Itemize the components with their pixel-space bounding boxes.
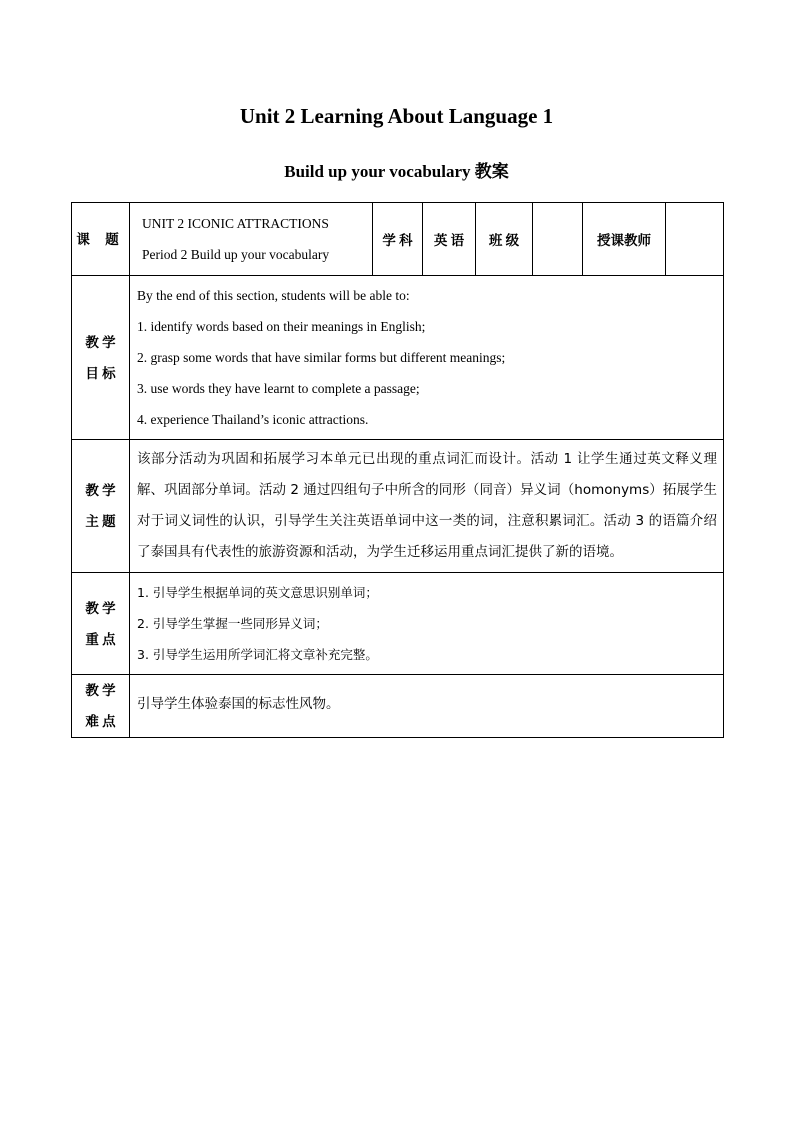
subject-value: 英 语 xyxy=(423,203,476,276)
theme-label: 教 学 主 题 xyxy=(72,440,130,573)
theme-row xyxy=(72,440,724,573)
topic-label-text: 课 题 xyxy=(76,231,125,247)
class-value[interactable] xyxy=(533,203,583,276)
difficulties-row xyxy=(72,675,724,738)
lesson-plan-table xyxy=(71,202,724,738)
topic-line-2: Period 2 Build up your vocabulary xyxy=(142,247,330,262)
objectives-label: 教 学 目 标 xyxy=(72,276,130,440)
document-subtitle: Build up your vocabulary 教案 xyxy=(284,162,509,181)
class-label: 班 级 xyxy=(476,203,533,276)
objectives-content xyxy=(130,276,724,440)
difficulties-label: 教 学 难 点 xyxy=(72,675,130,738)
objective-item: 2. grasp some words that have similar forms but different meanings; xyxy=(137,350,506,365)
teacher-value[interactable] xyxy=(666,203,724,276)
topic-cell xyxy=(130,203,373,276)
objective-intro: By the end of this section, students will be able to: xyxy=(137,288,410,303)
objective-item: 3. use words they have learnt to complete a passage; xyxy=(137,381,420,396)
objective-item: 1. identify words based on their meanings in English; xyxy=(137,319,426,334)
key-point-item: 1. 引导学生根据单词的英文意思识别单词； xyxy=(137,585,378,600)
teacher-label: 授课教师 xyxy=(583,203,666,276)
key-points-label: 教 学 重 点 xyxy=(72,573,130,675)
objectives-row xyxy=(72,276,724,440)
objective-item: 4. experience Thailand’s iconic attractions. xyxy=(137,412,369,427)
document-title: Unit 2 Learning About Language 1 xyxy=(239,104,554,128)
theme-content: 该部分活动为巩固和拓展学习本单元已出现的重点词汇而设计。活动 1 让学生通过英文释义理解、巩固部分单词。活动 2 通过四组句子中所含的同形（同音）异义词（homonyms）拓展学生对于词义词性的认识，引导学生关注英语单词中这一类的词，注意积累词汇。活动 3 的语篇介绍了泰国具有代表性的旅游资源和活动，为学生迁移运用重点词汇提供了新的语境。 xyxy=(130,440,724,573)
topic-line-1: UNIT 2 ICONIC ATTRACTIONS xyxy=(142,216,329,231)
key-points-content xyxy=(130,573,724,675)
header-row xyxy=(72,203,724,276)
key-points-row xyxy=(72,573,724,675)
difficulties-content: 引导学生体验泰国的标志性风物。 xyxy=(130,675,724,738)
key-point-item: 3. 引导学生运用所学词汇将文章补充完整。 xyxy=(137,647,378,662)
subject-label: 学 科 xyxy=(373,203,423,276)
topic-label xyxy=(72,203,130,276)
key-point-item: 2. 引导学生掌握一些同形异义词； xyxy=(137,616,328,631)
